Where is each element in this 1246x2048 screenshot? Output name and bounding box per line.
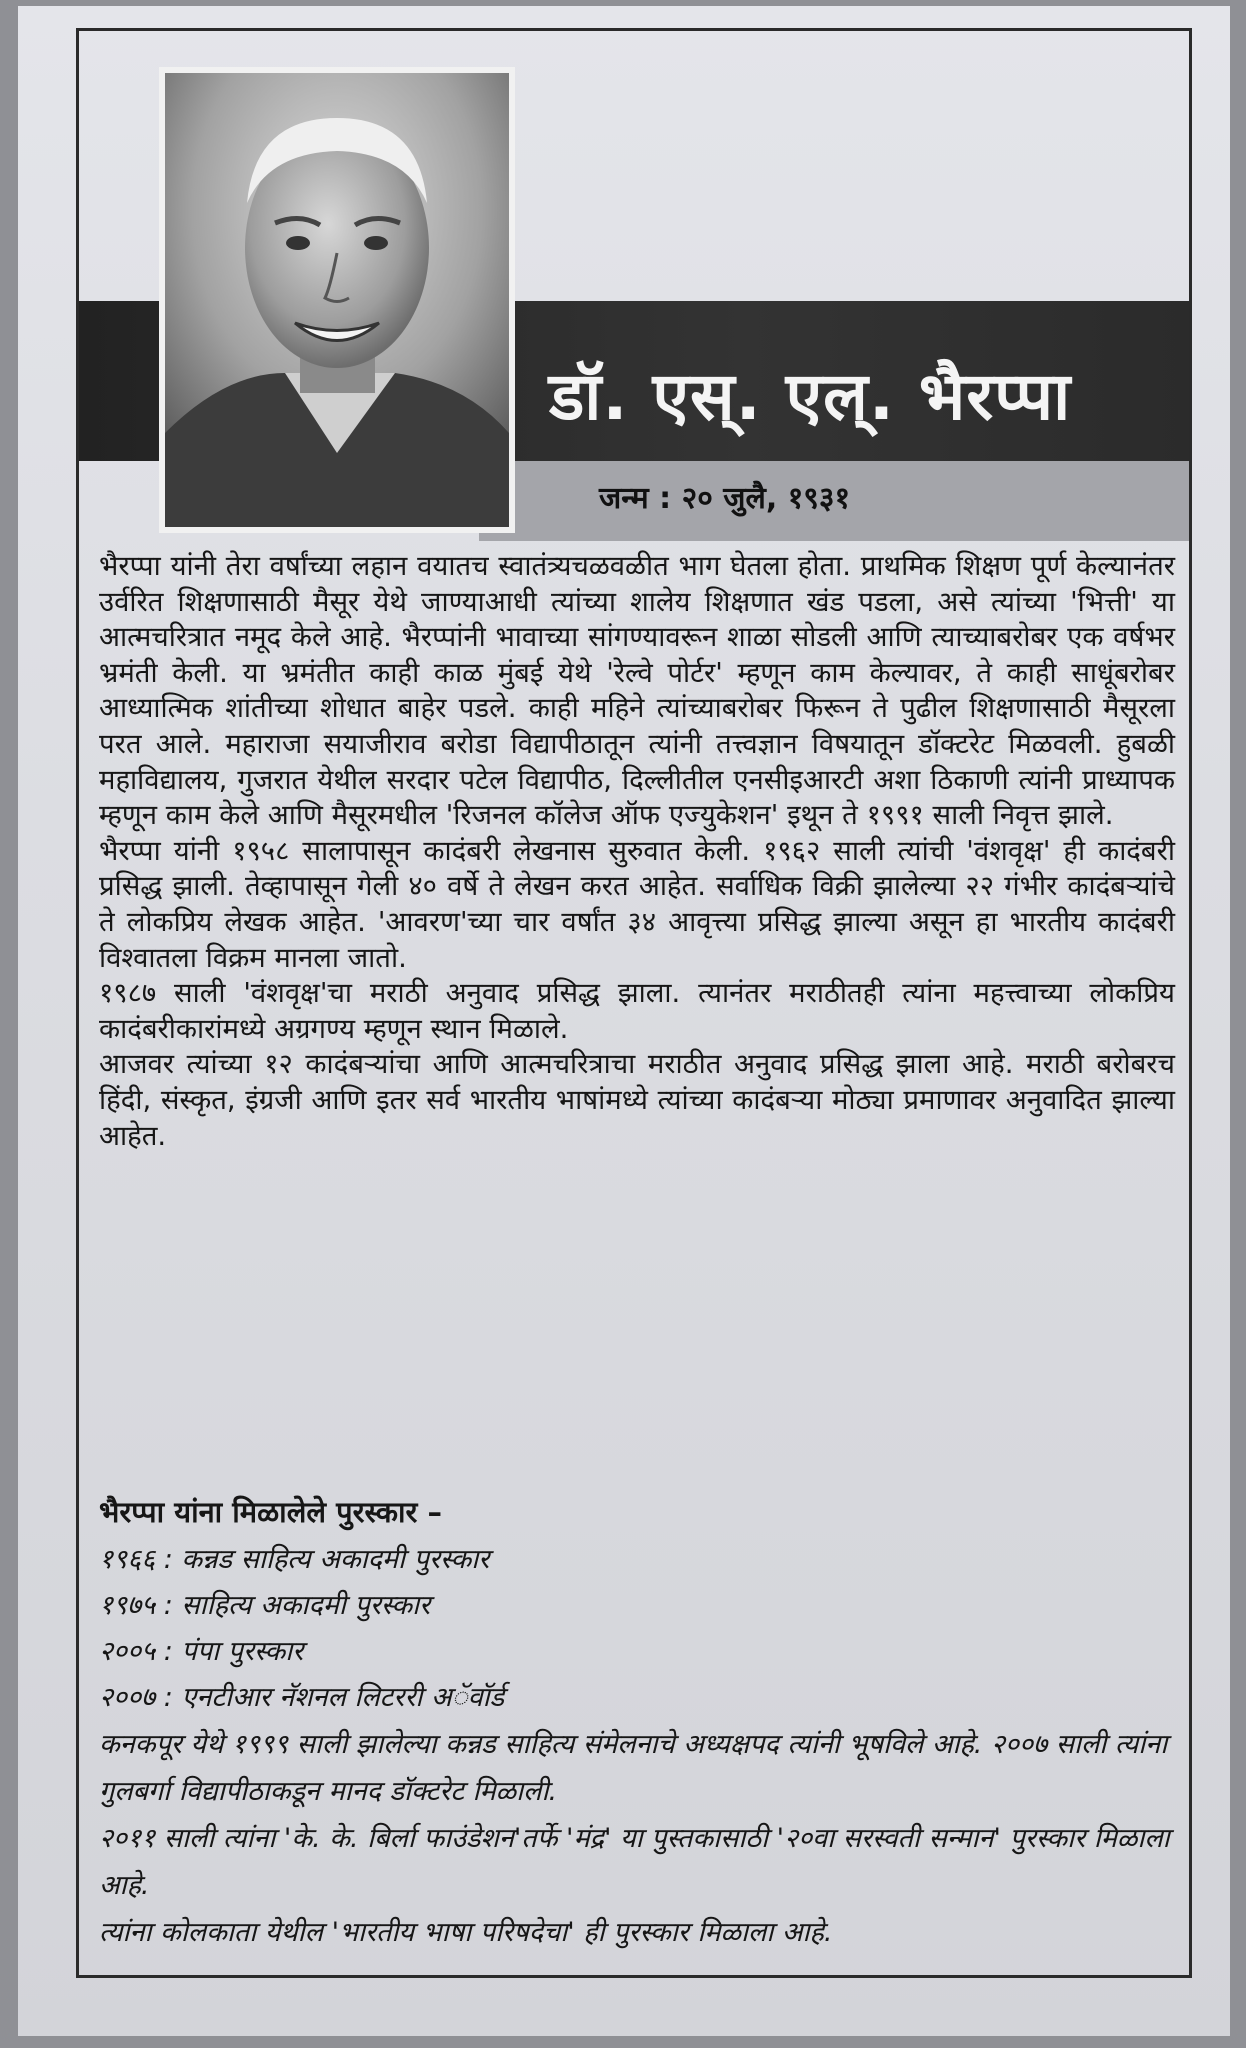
award-item: १९६६ : कन्नड साहित्य अकादमी पुरस्कार	[99, 1544, 490, 1575]
bio-paragraph: १९८७ साली 'वंशवृक्ष'चा मराठी अनुवाद प्रसिद्ध झाला. त्यानंतर मराठीतही त्यांना महत्त्वाच्या लोकप्रिय कादंबरीकारांमध्ये अग्रगण्य म्हणून स्थान मिळाले.	[99, 977, 1175, 1045]
bio-paragraph: आजवर त्यांच्या १२ कादंबऱ्यांचा आणि आत्मचरित्राचा मराठीत अनुवाद प्रसिद्ध झाला आहे. मराठी बरोबरच हिंदी, संस्कृत, इंग्रजी आणि इतर सर्व भारतीय भाषांमध्ये त्यांच्या कादंबऱ्या मोठ्या प्रमाणावर अनुवादित झाल्या आहेत.	[99, 1048, 1175, 1152]
awards-section	[99, 1489, 1175, 1956]
awards-heading: भैरप्पा यांना मिळालेले पुरस्कार –	[99, 1495, 442, 1529]
award-item: १९७५ : साहित्य अकादमी पुरस्कार	[99, 1590, 431, 1621]
bio-paragraph: भैरप्पा यांनी १९५८ सालापासून कादंबरी लेखनास सुरुवात केली. १९६२ साली त्यांची 'वंशवृक्ष' ही कादंबरी प्रसिद्ध झाली. तेव्हापासून गेली ४० वर्षे ते लेखन करत आहेत. सर्वाधिक विक्री झालेल्या २२ गंभीर कादंबऱ्यांचे ते लोकप्रिय लेखक आहेत. 'आवरण'च्या चार वर्षांत ३४ आवृत्त्या प्रसिद्ध झाल्या असून हा भारतीय कादंबरी विश्वातला विक्रम मानला जातो.	[99, 834, 1175, 974]
portrait-illustration	[165, 73, 509, 527]
page	[18, 6, 1230, 2036]
award-note: त्यांना कोलकाता येथील 'भारतीय भाषा परिषदेचा' ही पुरस्कार मिळाला आहे.	[99, 1917, 833, 1948]
award-note: २०११ साली त्यांना 'के. के. बिर्ला फाउंडेशन'तर्फे 'मंद्र' या पुस्तकासाठी '२०वा सरस्वती सन्मान' पुरस्कार मिळाला आहे.	[99, 1823, 1170, 1901]
birth-date: जन्म : २० जुलै, १९३१	[599, 481, 851, 516]
biography	[99, 549, 1175, 1154]
content-frame	[76, 28, 1192, 1978]
bio-paragraph: भैरप्पा यांनी तेरा वर्षांच्या लहान वयातच स्वातंत्र्यचळवळीत भाग घेतला होता. प्राथमिक शिक्षण पूर्ण केल्यानंतर उर्वरित शिक्षणासाठी मैसूर येथे जाण्याआधी त्यांच्या शालेय शिक्षणात खंड पडला, असे त्यांच्या 'भित्ती' या आत्मचरित्रात नमूद केले आहे. भैरप्पांनी भावाच्या सांगण्यावरून शाळा सोडली आणि त्याच्याबरोबर एक वर्षभर भ्रमंती केली. या भ्रमंतीत काही काळ मुंबई येथे 'रेल्वे पोर्टर' म्हणून काम केल्यावर, ते काही साधूंबरोबर आध्यात्मिक शांतीच्या शोधात बाहेर पडले. काही महिने त्यांच्याबरोबर फिरून ते पुढील शिक्षणासाठी मैसूरला परत आले. महाराजा सयाजीराव बरोडा विद्यापीठातून त्यांनी तत्त्वज्ञान विषयातून डॉक्टरेट मिळवली. हुबळी महाविद्यालय, गुजरात येथील सरदार पटेल विद्यापीठ, दिल्लीतील एनसीइआरटी अशा ठिकाणी त्यांनी प्राध्यापक म्हणून काम केले आणि मैसूरमधील 'रिजनल कॉलेज ऑफ एज्युकेशन' इथून ते १९९१ साली निवृत्त झाले.	[99, 550, 1175, 832]
author-name: डॉ. एस्. एल्. भैरप्पा	[549, 358, 1072, 435]
award-note: कनकपूर येथे १९९९ साली झालेल्या कन्नड साहित्य संमेलनाचे अध्यक्षपद त्यांनी भूषविले आहे. २००७ साली त्यांना गुलबर्गा विद्यापीठाकडून मानद डॉक्टरेट मिळाली.	[99, 1729, 1168, 1807]
award-item: २००५ : पंपा पुरस्कार	[99, 1636, 304, 1667]
award-item: २००७ : एनटीआर नॅशनल लिटररी अॅवॉर्ड	[99, 1682, 505, 1713]
author-portrait	[159, 67, 515, 533]
